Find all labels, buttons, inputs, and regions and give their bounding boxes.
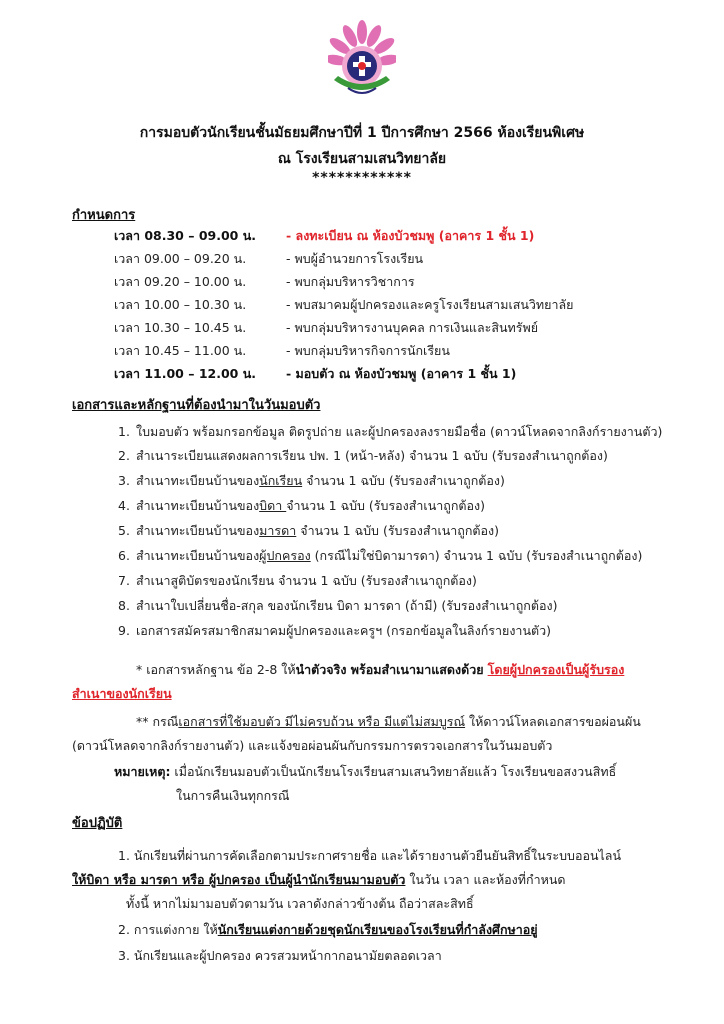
item-text: จำนวน 1 ฉบับ (รับรองสำเนาถูกต้อง) xyxy=(302,473,505,488)
remark-text: เมื่อนักเรียนมอบตัวเป็นนักเรียนโรงเรียนสามเสนวิทยาลัยแล้ว โรงเรียนขอสงวนสิทธิ์ xyxy=(170,764,617,779)
note-evidence xyxy=(136,660,624,680)
remark-label: หมายเหตุ: xyxy=(114,764,171,779)
rule-1: 1. นักเรียนที่ผ่านการคัดเลือกตามประกาศรายชื่อ และได้รายงานตัวยืนยันสิทธิ์ในระบบออนไลน์ xyxy=(118,848,621,863)
item-text: สำเนาระเบียนแสดงผลการเรียน ปพ. 1 (หน้า-หลัง) จำนวน 1 ฉบับ (รับรองสำเนาถูกต้อง) xyxy=(136,448,608,463)
schedule-activity: - พบผู้อำนวยการโรงเรียน xyxy=(286,251,424,266)
note-incomplete-docs-continued: (ดาวน์โหลดจากลิงก์รายงานตัว) และแจ้งขอผ่อนผันกับกรรมการตรวจเอกสารในวันมอบตัว xyxy=(72,738,553,753)
note-underlined: เอกสารที่ใช้มอบตัว มีไม่ครบถ้วน หรือ มีแต่ไม่สมบูรณ์ xyxy=(178,714,466,729)
item-underlined: บิดา xyxy=(259,498,287,513)
schedule-row xyxy=(114,318,674,338)
document-subtitle: ณ โรงเรียนสามเสนวิทยาลัย xyxy=(277,151,447,167)
document-item xyxy=(118,496,485,516)
rules-heading: ข้อปฏิบัติ xyxy=(72,816,123,831)
item-number: 1. xyxy=(118,424,130,439)
document-item xyxy=(118,446,608,466)
schedule-heading: กำหนดการ xyxy=(72,208,136,223)
item-number: 4. xyxy=(118,498,130,513)
document-item xyxy=(118,621,551,641)
item-text: ใบมอบตัว พร้อมกรอกข้อมูล ติดรูปถ่าย และผู้ปกครองลงรายมือชื่อ (ดาวน์โหลดจากลิงก์รายงานตัว) xyxy=(136,424,663,439)
rule-text: 2. การแต่งกาย ให้ xyxy=(118,922,218,937)
rule-3: 3. นักเรียนและผู้ปกครอง ควรสวมหน้ากากอนามัยตลอดเวลา xyxy=(118,948,442,963)
document-item xyxy=(118,596,557,616)
schedule-activity: - พบสมาคมผู้ปกครองและครูโรงเรียนสามเสนวิทยาลัย xyxy=(286,297,574,312)
document-item xyxy=(118,571,477,591)
schedule-time: เวลา 11.00 – 12.00 น. xyxy=(114,366,256,381)
schedule-time: เวลา 09.20 – 10.00 น. xyxy=(114,274,247,289)
item-number: 6. xyxy=(118,548,130,563)
item-text: สำเนาทะเบียนบ้านของ xyxy=(136,523,260,538)
item-underlined: มารดา xyxy=(259,523,297,538)
note-bold: นำตัวจริง พร้อมสำเนามาแสดงด้วย xyxy=(295,662,484,677)
schedule-row xyxy=(114,364,674,384)
item-text: สำเนาทะเบียนบ้านของ xyxy=(136,498,260,513)
item-text: สำเนาใบเปลี่ยนชื่อ-สกุล ของนักเรียน บิดา มารดา (ถ้ามี) (รับรองสำเนาถูกต้อง) xyxy=(136,598,558,613)
document-item xyxy=(118,521,499,541)
note-text: * เอกสารหลักฐาน ข้อ 2-8 ให้ xyxy=(136,662,296,677)
item-number: 2. xyxy=(118,448,130,463)
schedule-row xyxy=(114,272,674,292)
item-text: จำนวน 1 ฉบับ (รับรองสำเนาถูกต้อง) xyxy=(286,498,486,513)
schedule-activity: - พบกลุ่มบริหารกิจการนักเรียน xyxy=(286,343,450,358)
documents-heading: เอกสารและหลักฐานที่ต้องนำมาในวันมอบตัว xyxy=(72,398,321,413)
school-logo-emblem xyxy=(328,18,396,106)
item-number: 3. xyxy=(118,473,130,488)
schedule-time: เวลา 10.00 – 10.30 น. xyxy=(114,297,247,312)
document-item xyxy=(118,471,505,491)
rule-bold-underline: นักเรียนแต่งกายด้วยชุดนักเรียนของโรงเรียนที่กำลังศึกษาอยู่ xyxy=(217,922,538,937)
item-text: จำนวน 1 ฉบับ (รับรองสำเนาถูกต้อง) xyxy=(296,523,500,538)
rule-bold-underline: ให้บิดา หรือ มารดา หรือ ผู้ปกครอง เป็นผู้นำนักเรียนมามอบตัว xyxy=(72,872,406,887)
remark-continued: ในการคืนเงินทุกกรณี xyxy=(176,788,290,803)
schedule-activity: - พบกลุ่มบริหารวิชาการ xyxy=(286,274,415,289)
item-text: เอกสารสมัครสมาชิกสมาคมผู้ปกครองและครูฯ (กรอกข้อมูลในลิงก์รายงานตัว) xyxy=(136,623,552,638)
note-text: ให้ดาวน์โหลดเอกสารขอผ่อนผัน xyxy=(465,714,641,729)
schedule-row xyxy=(114,249,674,269)
note-red-underline: สำเนาของนักเรียน xyxy=(72,686,172,701)
schedule-time: เวลา 08.30 – 09.00 น. xyxy=(114,228,256,243)
schedule-activity: - ลงทะเบียน ณ ห้องบัวชมพู (อาคาร 1 ชั้น 1) xyxy=(286,228,535,243)
item-text: สำเนาทะเบียนบ้านของ xyxy=(136,548,260,563)
schedule-time: เวลา 09.00 – 09.20 น. xyxy=(114,251,247,266)
item-text: สำเนาสูติบัตรของนักเรียน จำนวน 1 ฉบับ (รับรองสำเนาถูกต้อง) xyxy=(136,573,477,588)
item-underlined: ผู้ปกครอง xyxy=(259,548,311,563)
note-red-underline: โดยผู้ปกครองเป็นผู้รับรอง xyxy=(487,662,625,677)
item-number: 8. xyxy=(118,598,130,613)
title-separator: ************ xyxy=(312,170,412,186)
rule-text: ในวัน เวลา และห้องที่กำหนด xyxy=(405,872,566,887)
note-incomplete-docs xyxy=(136,712,641,732)
schedule-row xyxy=(114,341,674,361)
item-text: (กรณีไม่ใช่บิดามารดา) จำนวน 1 ฉบับ (รับรองสำเนาถูกต้อง) xyxy=(310,548,643,563)
rule-1-continued xyxy=(72,870,566,890)
schedule-time: เวลา 10.45 – 11.00 น. xyxy=(114,343,247,358)
document-item xyxy=(118,546,642,566)
schedule-time: เวลา 10.30 – 10.45 น. xyxy=(114,320,247,335)
schedule-activity: - มอบตัว ณ ห้องบัวชมพู (อาคาร 1 ชั้น 1) xyxy=(286,366,517,381)
item-number: 7. xyxy=(118,573,130,588)
item-number: 5. xyxy=(118,523,130,538)
document-item xyxy=(118,422,662,442)
rule-1-condition: ทั้งนี้ หากไม่มามอบตัวตามวัน เวลาดังกล่าวข้างต้น ถือว่าสละสิทธิ์ xyxy=(126,896,474,911)
rule-2 xyxy=(118,920,538,940)
remark xyxy=(114,762,616,782)
schedule-activity: - พบกลุ่มบริหารงานบุคคล การเงินและสินทรัพย์ xyxy=(286,320,539,335)
schedule-row xyxy=(114,226,674,246)
document-title: การมอบตัวนักเรียนชั้นมัธยมศึกษาปีที่ 1 ปีการศึกษา 2566 ห้องเรียนพิเศษ xyxy=(139,125,585,141)
schedule-row xyxy=(114,295,674,315)
item-text: สำเนาทะเบียนบ้านของ xyxy=(136,473,260,488)
note-evidence-continued xyxy=(72,684,172,704)
item-number: 9. xyxy=(118,623,130,638)
item-underlined: นักเรียน xyxy=(259,473,303,488)
note-text: ** กรณี xyxy=(136,714,179,729)
